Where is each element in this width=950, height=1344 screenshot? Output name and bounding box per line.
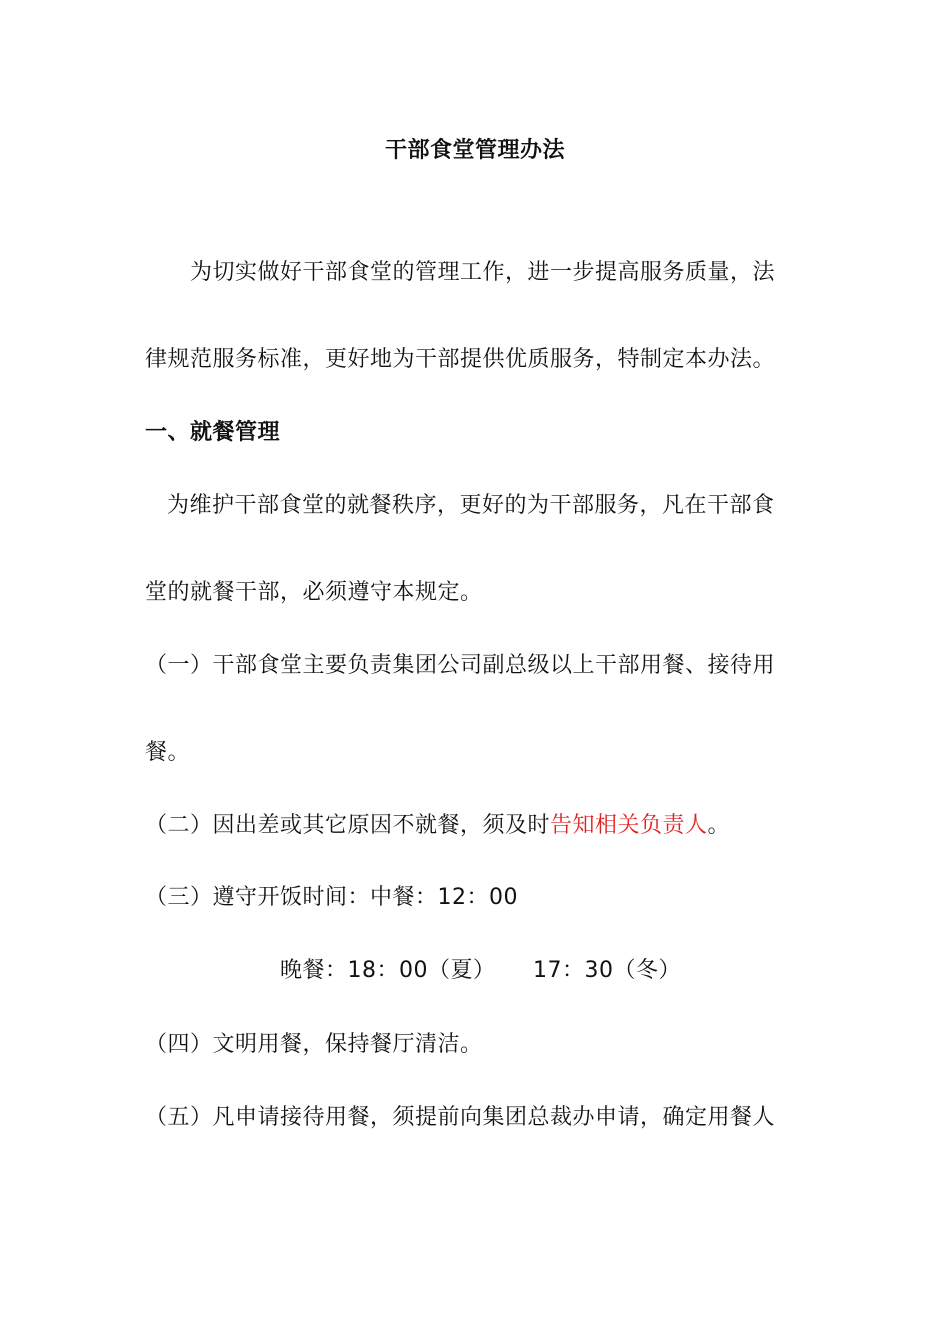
list-item-3-line-2: 晚餐：18：00（夏） 17：30（冬） [280,958,681,983]
list-item-1-line-2: 餐。 [145,740,191,765]
list-item-4: （四）文明用餐，保持餐厅清洁。 [145,1032,483,1057]
section-paragraph-line-1: 为维护干部食堂的就餐秩序，更好的为干部服务，凡在干部食 [167,493,775,518]
list-item-5-line-1: （五）凡申请接待用餐，须提前向集团总裁办申请，确定用餐人 [145,1105,776,1130]
list-item-2-end: 。 [707,813,731,838]
list-item-3-line-1: （三）遵守开饭时间：中餐：12：00 [145,885,518,910]
intro-paragraph-line-2: 律规范服务标准，更好地为干部提供优质服务，特制定本办法。 [145,347,776,372]
section-heading-dining-management: 一、就餐管理 [145,420,281,445]
intro-paragraph-line-1: 为切实做好干部食堂的管理工作，进一步提高服务质量，法 [190,260,776,285]
highlight-notify-responsible-person: 告知相关负责人 [550,813,708,838]
section-paragraph-line-2: 堂的就餐干部，必须遵守本规定。 [145,580,483,605]
list-item-2-text: （二）因出差或其它原因不就餐，须及时 [145,813,551,838]
document-title: 干部食堂管理办法 [384,138,565,163]
list-item-1-line-1: （一）干部食堂主要负责集团公司副总级以上干部用餐、接待用 [145,653,776,678]
list-item-2 [145,811,730,841]
